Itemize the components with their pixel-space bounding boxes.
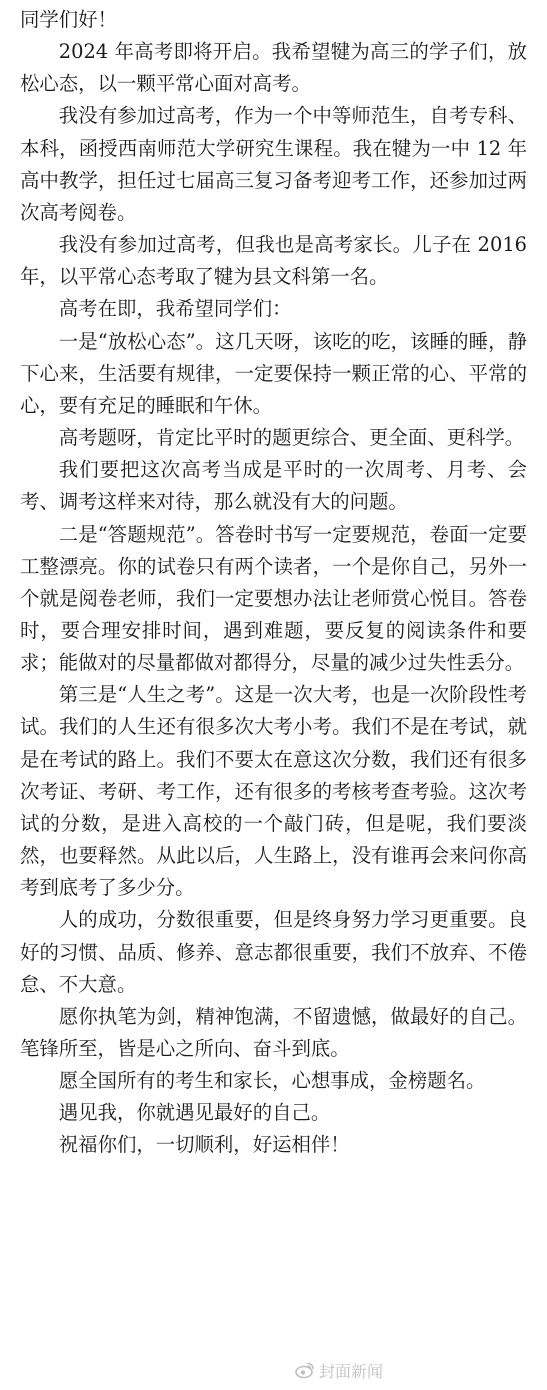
letter-paragraph: 愿你执笔为剑，精神饱满，不留遗憾，做最好的自己。笔锋所至，皆是心之所向、奋斗到底。 (20, 1004, 527, 1060)
letter-paragraph: 遇见我，你就遇见最好的自己。 (58, 1101, 331, 1125)
letter-body (20, 4, 527, 1162)
source-watermark (295, 1357, 383, 1383)
letter-paragraph: 我们要把这次高考当成是平时的一次周考、月考、会考、调考这样来对待，那么就没有大的问题。 (20, 458, 527, 514)
letter-paragraph: 第三是“人生之考”。这是一次大考，也是一次阶段性考试。我们的人生还有很多次大考小考。我们不是在考试，就是在考试的路上。我们不要太在意这次分数，我们还有很多次考证、考研、考工作，还有很多的考核考查考验。这次考试的分数，是进入高校的一个敲门砖，但是呢，我们要淡然，也要释然。从此以后，人生路上，没有谁再会来问你高考到底考了多少分。 (20, 683, 527, 900)
letter-paragraph: 人的成功，分数很重要，但是终身努力学习更重要。良好的习惯、品质、修养、意志都很重要，我们不放弃、不倦怠、不大意。 (20, 908, 527, 996)
letter-paragraph: 祝福你们，一切顺利，好运相伴！ (58, 1133, 350, 1157)
letter-paragraph: 我没有参加过高考，但我也是高考家长。儿子在 2016 年，以平常心态考取了犍为县文科第一名。 (20, 233, 527, 289)
watermark-text: 封面新闻 (319, 1361, 384, 1381)
letter-paragraph: 高考题呀，肯定比平时的题更综合、更全面、更科学。 (58, 426, 525, 450)
letter-paragraph: 我没有参加过高考，作为一个中等师范生，自考专科、本科，函授西南师范大学研究生课程。我在犍为一中 12 年高中教学，担任过七届高三复习备考迎考工作，还参加过两次高考阅卷。 (20, 104, 527, 224)
letter-paragraph: 2024 年高考即将开启。我希望犍为高三的学子们，放松心态，以一颗平常心面对高考。 (20, 40, 527, 96)
weibo-logo-icon (295, 1360, 315, 1380)
letter-greeting: 同学们好！ (20, 8, 117, 31)
letter-paragraph: 愿全国所有的考生和家长，心想事成，金榜题名。 (58, 1069, 486, 1093)
letter-paragraph: 二是“答题规范”。答卷时书写一定要规范，卷面一定要工整漂亮。你的试卷只有两个读者，一个是你自己，另外一个就是阅卷老师，我们一定要想办法让老师赏心悦目。答卷时，要合理安排时间，遇到难题，要反复的阅读条件和要求；能做对的尽量都做对都得分，尽量的减少过失性丢分。 (20, 522, 527, 675)
letter-paragraph: 高考在即，我希望同学们： (58, 297, 292, 321)
letter-paragraph: 一是“放松心态”。这几天呀，该吃的吃，该睡的睡，静下心来，生活要有规律，一定要保持一颗正常的心、平常的心，要有充足的睡眠和午休。 (20, 329, 527, 417)
